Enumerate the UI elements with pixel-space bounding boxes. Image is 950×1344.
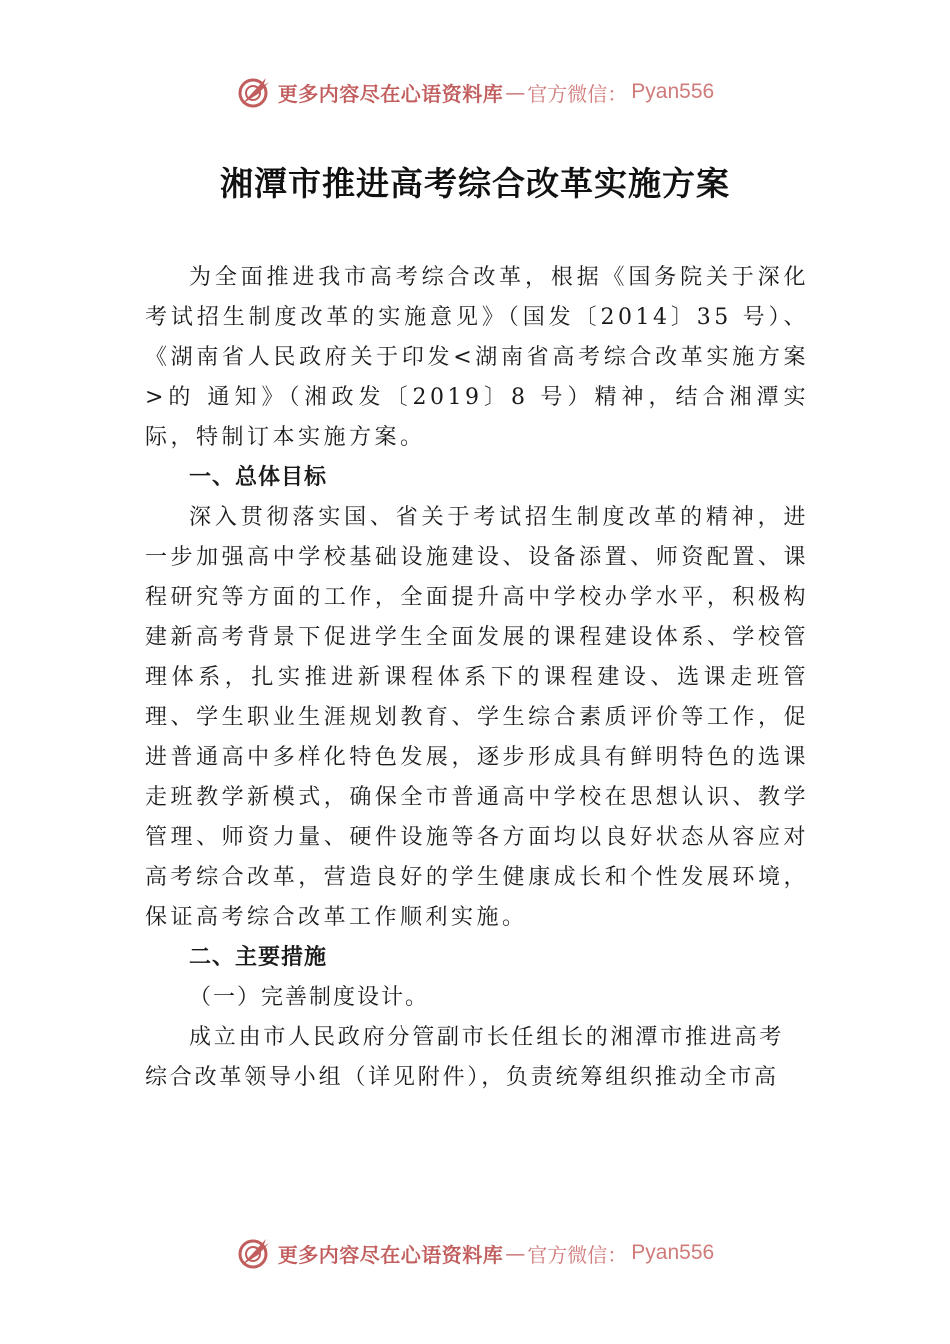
banner-wechat-id: Pyan556 xyxy=(631,1241,715,1264)
banner-official-label: 官方微信： xyxy=(527,1242,628,1267)
banner-brand: 更多内容尽在心语资料库 xyxy=(277,1242,504,1267)
quill-circle-icon xyxy=(236,74,272,110)
header-banner xyxy=(0,72,950,112)
section-heading-2: 二、主要措施 xyxy=(189,945,328,970)
intro-paragraph: 为全面推进我市高考综合改革，根据《国务院关于深化考试招生制度改革的实施意见》（国发〔2014〕35 号）、《湖南省人民政府关于印发<湖南省高考综合改革实施方案>的 通知》（湘政发〔2019〕8 号）精神，结合湘潭实际，特制订本实施方案。 xyxy=(145,265,809,450)
banner-wechat-id: Pyan556 xyxy=(631,80,715,103)
footer-banner xyxy=(0,1233,950,1273)
banner-brand: 更多内容尽在心语资料库 xyxy=(277,81,504,106)
section-1-paragraph: 深入贯彻落实国、省关于考试招生制度改革的精神，进一步加强高中学校基础设施建设、设备添置、师资配置、课程研究等方面的工作，全面提升高中学校办学水平，积极构建新高考背景下促进学生全面发展的课程建设体系、学校管理体系，扎实推进新课程体系下的课程建设、选课走班管理、学生职业生涯规划教育、学生综合素质评价等工作，促进普通高中多样化特色发展，逐步形成具有鲜明特色的选课走班教学新模式，确保全市普通高中学校在思想认识、教学管理、师资力量、硬件设施等各方面均以良好状态从容应对高考综合改革，营造良好的学生健康成长和个性发展环境，保证高考综合改革工作顺利实施。 xyxy=(145,505,809,930)
subsection-1-paragraph: 成立由市人民政府分管副市长任组长的湘潭市推进高考综合改革领导小组（详见附件），负责统筹组织推动全市高 xyxy=(145,1025,785,1090)
banner-dash: — xyxy=(505,80,526,104)
subsection-heading-1: （一）完善制度设计。 xyxy=(189,985,430,1010)
banner-dash: — xyxy=(505,1241,526,1265)
quill-circle-icon xyxy=(236,1235,272,1271)
section-heading-1: 一、总体目标 xyxy=(189,465,328,490)
document-title: 湘潭市推进高考综合改革实施方案 xyxy=(220,164,730,203)
document-body xyxy=(145,258,809,1098)
banner-official-label: 官方微信： xyxy=(527,81,628,106)
